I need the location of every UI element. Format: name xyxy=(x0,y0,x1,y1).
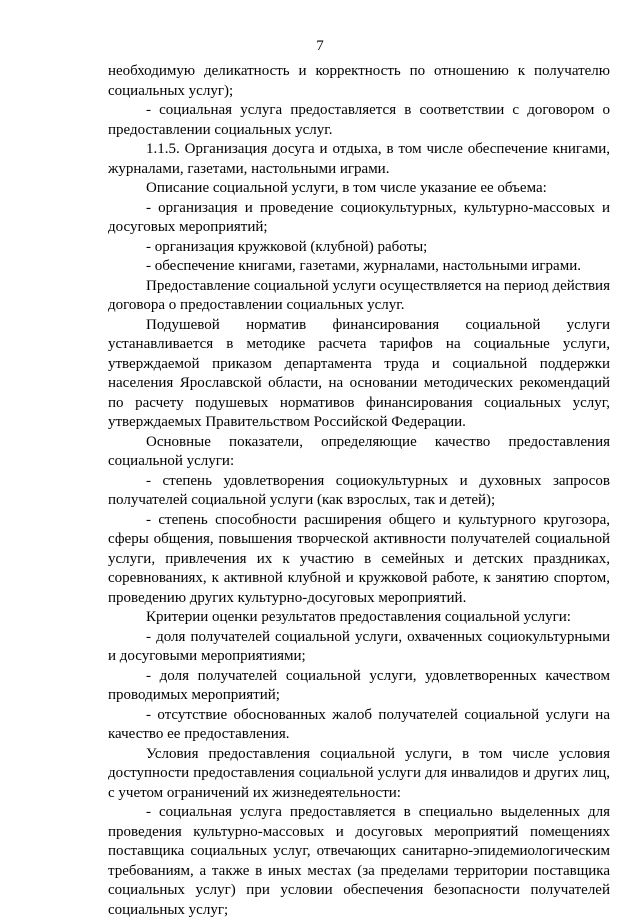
paragraph-contract-item: - социальная услуга предоставляется в соответствии с договором о предоставлении социальных услуг. xyxy=(108,102,610,138)
paragraph-description-intro: Описание социальной услуги, в том числе указание ее объема: xyxy=(146,180,547,196)
section-heading-1-1-5: 1.1.5. Организация досуга и отдыха, в том числе обеспечение книгами, журналами, газетами, настольными играми. xyxy=(108,141,610,177)
list-item-premises: - социальная услуга предоставляется в специально выделенных для проведения культурно-массовых и досуговых мероприятий помещениях поставщика социальных услуг, отвечающих санитарно-эпидемиологическим требованиям, а также в иных местах (за пределами территории поставщика социальных услуг) при условии обеспечения безопасности получателей социальных услуг; xyxy=(108,804,610,918)
list-item-no-complaints: - отсутствие обоснованных жалоб получателей социальной услуги на качество ее предоставления. xyxy=(108,706,610,742)
list-item-horizon: - степень способности расширения общего и культурного кругозора, сферы общения, повышения творческой активности получателей социальной услуги, привлечения их к участию в семейных и детских праздниках, соревнованиях, к активной клубной и кружковой работе, к занятию спортом, проведению других культурно-досуговых мероприятий. xyxy=(108,511,610,606)
paragraph-continuation: необходимую деликатность и корректность по отношению к получателю социальных услуг); xyxy=(108,63,610,99)
paragraph-quality-indicators: Основные показатели, определяющие качество предоставления социальной услуги: xyxy=(108,433,610,469)
list-item-clubs: - организация кружковой (клубной) работы; xyxy=(146,238,428,255)
paragraph-provision-conditions: Условия предоставления социальной услуги, в том числе условия доступности предоставления социальной услуги для инвалидов и других лиц, с учетом ограничений их жизнедеятельности: xyxy=(108,745,610,801)
list-item-satisfaction: - степень удовлетворения социокультурных и духовных запросов получателей социальной услуги (как взрослых, так и детей); xyxy=(108,472,610,508)
list-item-satisfied-share: - доля получателей социальной услуги, удовлетворенных качеством проводимых мероприятий; xyxy=(108,667,610,703)
paragraph-evaluation-criteria: Критерии оценки результатов предоставления социальной услуги: xyxy=(146,609,571,625)
list-item-events: - организация и проведение социокультурных, культурно-массовых и досуговых мероприятий; xyxy=(108,199,610,235)
paragraph-funding-standard: Подушевой норматив финансирования социальной услуги устанавливается в методике расчета тарифов на социальные услуги, утверждаемой приказом департамента труда и социальной поддержки населения Ярославской области, на основании методических рекомендаций по расчету подушевых нормативов финансирования социальных услуг, утверждаемых Правительством Российской Федерации. xyxy=(108,316,610,430)
list-item-coverage-share: - доля получателей социальной услуги, охваченных социокультурными и досуговыми мероприятиями; xyxy=(108,628,610,664)
document-body xyxy=(108,62,610,920)
page-number: 7 xyxy=(316,38,324,54)
paragraph-provision-period: Предоставление социальной услуги осуществляется на период действия договора о предоставлении социальных услуг. xyxy=(108,277,610,313)
list-item-books: - обеспечение книгами, газетами, журналами, настольными играми. xyxy=(146,258,581,274)
